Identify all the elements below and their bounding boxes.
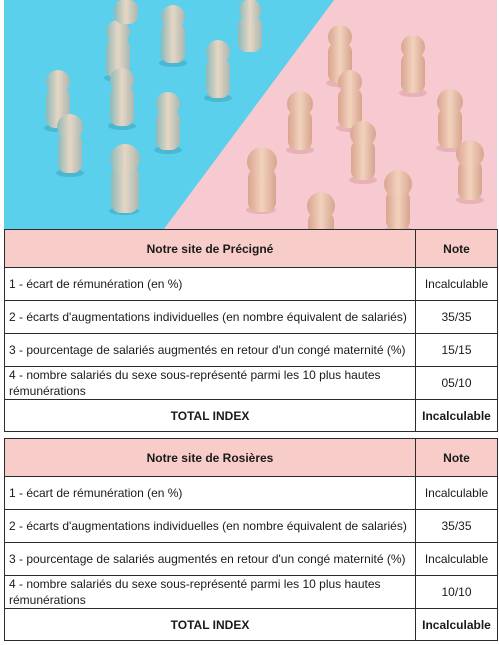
total-row bbox=[5, 400, 498, 432]
indicator-label: 2 - écarts d'augmentations individuelles (en nombre équivalent de salariés) bbox=[5, 301, 416, 334]
indicator-note: Incalculable bbox=[416, 268, 498, 301]
table-header bbox=[5, 230, 498, 268]
indicator-note: 05/10 bbox=[416, 367, 498, 400]
site-precigne-table bbox=[4, 229, 498, 432]
site-title: Notre site de Précigné bbox=[5, 230, 416, 268]
table-row bbox=[5, 268, 498, 301]
table-header bbox=[5, 439, 498, 477]
total-value: Incalculable bbox=[416, 609, 498, 641]
table-row bbox=[5, 576, 498, 609]
indicator-label: 2 - écarts d'augmentations individuelles (en nombre équivalent de salariés) bbox=[5, 510, 416, 543]
indicator-label: 1 - écart de rémunération (en %) bbox=[5, 477, 416, 510]
table-row bbox=[5, 477, 498, 510]
total-label: TOTAL INDEX bbox=[5, 609, 416, 641]
note-header: Note bbox=[416, 230, 498, 268]
indicator-label: 3 - pourcentage de salariés augmentés en retour d'un congé maternité (%) bbox=[5, 334, 416, 367]
indicator-label: 1 - écart de rémunération (en %) bbox=[5, 268, 416, 301]
table-row bbox=[5, 301, 498, 334]
indicator-label: 4 - nombre salariés du sexe sous-représenté parmi les 10 plus hautes rémunérations bbox=[5, 576, 416, 609]
table-row bbox=[5, 543, 498, 576]
indicator-note: 10/10 bbox=[416, 576, 498, 609]
indicator-label: 3 - pourcentage de salariés augmentés en retour d'un congé maternité (%) bbox=[5, 543, 416, 576]
total-value: Incalculable bbox=[416, 400, 498, 432]
note-header: Note bbox=[416, 439, 498, 477]
indicator-note: 35/35 bbox=[416, 510, 498, 543]
indicator-note: Incalculable bbox=[416, 543, 498, 576]
indicator-note: Incalculable bbox=[416, 477, 498, 510]
indicator-note: 15/15 bbox=[416, 334, 498, 367]
wooden-figures-photo-icon bbox=[4, 0, 497, 229]
total-row bbox=[5, 609, 498, 641]
total-label: TOTAL INDEX bbox=[5, 400, 416, 432]
indicator-note: 35/35 bbox=[416, 301, 498, 334]
indicator-label: 4 - nombre salariés du sexe sous-représenté parmi les 10 plus hautes rémunérations bbox=[5, 367, 416, 400]
table-row bbox=[5, 367, 498, 400]
table-row bbox=[5, 510, 498, 543]
site-rosieres-table bbox=[4, 438, 498, 641]
site-title: Notre site de Rosières bbox=[5, 439, 416, 477]
table-row bbox=[5, 334, 498, 367]
